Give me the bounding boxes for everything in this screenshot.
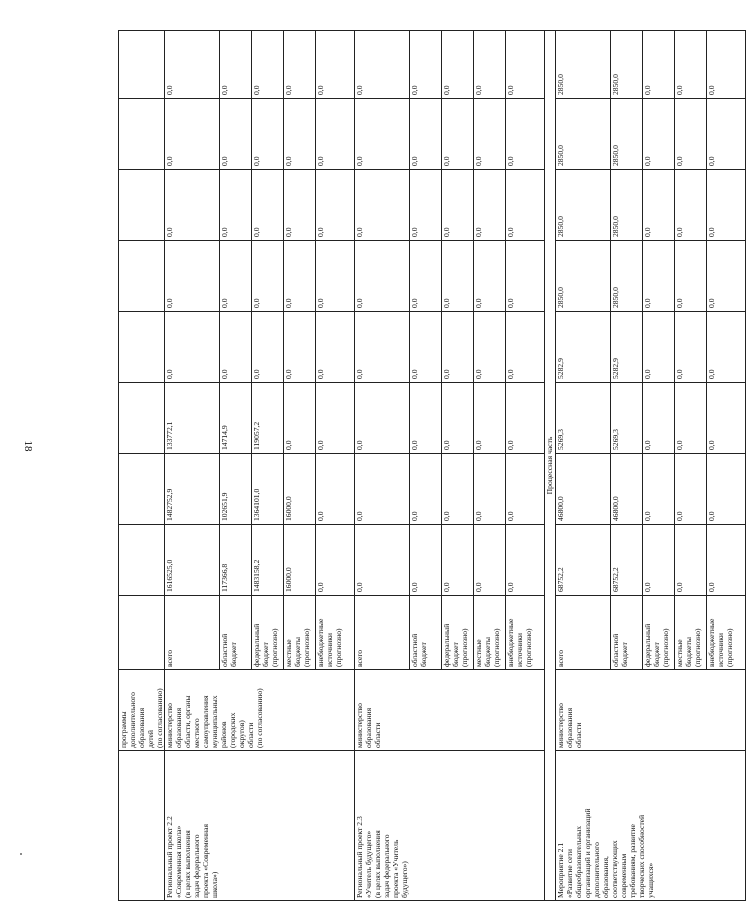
- empty-cell: [119, 312, 165, 383]
- amount-cell: 68752,2: [611, 525, 643, 596]
- amount-cell: 0,0: [316, 99, 355, 170]
- funding-source-cell: всего: [165, 596, 220, 670]
- empty-cell: [119, 170, 165, 241]
- amount-cell: 0,0: [284, 99, 316, 170]
- table-row: [556, 31, 611, 901]
- amount-cell: 0,0: [707, 31, 746, 99]
- amount-cell: 5269,3: [611, 383, 643, 454]
- amount-cell: 0,0: [643, 383, 675, 454]
- empty-cell: [119, 383, 165, 454]
- amount-cell: 0,0: [410, 31, 442, 99]
- amount-cell: 0,0: [707, 312, 746, 383]
- amount-cell: 0,0: [707, 99, 746, 170]
- section-separator-row: [545, 31, 556, 901]
- amount-cell: 0,0: [675, 454, 707, 525]
- amount-cell: 0,0: [442, 99, 474, 170]
- amount-cell: 0,0: [442, 454, 474, 525]
- amount-cell: 0,0: [707, 454, 746, 525]
- funding-source-cell: областной бюджет: [410, 596, 442, 670]
- amount-cell: 0,0: [410, 312, 442, 383]
- amount-cell: 0,0: [355, 312, 410, 383]
- amount-cell: 0,0: [252, 99, 284, 170]
- amount-cell: 0,0: [252, 170, 284, 241]
- amount-cell: 0,0: [316, 383, 355, 454]
- amount-cell: 0,0: [707, 170, 746, 241]
- executor-cell: министерство образования области: [355, 670, 545, 751]
- amount-cell: 0,0: [165, 99, 220, 170]
- amount-cell: 0,0: [355, 383, 410, 454]
- amount-cell: 0,0: [355, 31, 410, 99]
- funding-source-cell: внебюджетные источники (прогнозно): [316, 596, 355, 670]
- amount-cell: 0,0: [284, 31, 316, 99]
- amount-cell: 2850,0: [556, 241, 611, 312]
- amount-cell: 0,0: [220, 31, 252, 99]
- amount-cell: 0,0: [707, 525, 746, 596]
- amount-cell: 1364101,0: [252, 454, 284, 525]
- amount-cell: 0,0: [675, 312, 707, 383]
- funding-source-cell: федеральный бюджет (прогнозно): [643, 596, 675, 670]
- amount-cell: 0,0: [474, 312, 506, 383]
- amount-cell: 14714,9: [220, 383, 252, 454]
- amount-cell: 68752,2: [556, 525, 611, 596]
- executor-cell: министерство образования области, органы местного самоуправления муниципальных районов (городских округов) области (по согласованию): [165, 670, 355, 751]
- measure-name-cell: Региональный проект 2.2 «Современная школа» (в целях выполнения задач федерального проекта «Современная школа»): [165, 751, 355, 901]
- table-row: [355, 31, 410, 901]
- empty-cell: [119, 99, 165, 170]
- funding-source-cell: местные бюджеты (прогнозно): [284, 596, 316, 670]
- rotated-table-container: [118, 31, 734, 901]
- amount-cell: 0,0: [442, 241, 474, 312]
- funding-source-cell: федеральный бюджет (прогнозно): [252, 596, 284, 670]
- amount-cell: 2850,0: [556, 99, 611, 170]
- amount-cell: 2850,0: [611, 99, 643, 170]
- amount-cell: 1482752,9: [165, 454, 220, 525]
- amount-cell: 0,0: [252, 31, 284, 99]
- amount-cell: 0,0: [316, 170, 355, 241]
- measure-name-cell: Региональный проект 2.3 «Учитель будущего» (в целях выполнения задач федерального проекта «Учитель будущего»): [355, 751, 545, 901]
- amount-cell: 0,0: [707, 383, 746, 454]
- amount-cell: 0,0: [643, 31, 675, 99]
- amount-cell: 0,0: [410, 170, 442, 241]
- amount-cell: 0,0: [643, 525, 675, 596]
- amount-cell: 0,0: [355, 170, 410, 241]
- amount-cell: 0,0: [643, 454, 675, 525]
- funding-source-cell: областной бюджет: [220, 596, 252, 670]
- amount-cell: 0,0: [675, 31, 707, 99]
- section-separator: Процессная часть: [545, 31, 556, 901]
- amount-cell: 2850,0: [556, 31, 611, 99]
- funding-source-cell: федеральный бюджет (прогнозно): [442, 596, 474, 670]
- empty-cell: [119, 31, 165, 99]
- amount-cell: 0,0: [355, 454, 410, 525]
- amount-cell: 0,0: [506, 454, 545, 525]
- amount-cell: 0,0: [506, 383, 545, 454]
- amount-cell: 0,0: [707, 241, 746, 312]
- funding-source-cell: всего: [556, 596, 611, 670]
- empty-cell: [119, 454, 165, 525]
- amount-cell: 0,0: [220, 241, 252, 312]
- table-row: [119, 31, 165, 901]
- amount-cell: 0,0: [474, 454, 506, 525]
- amount-cell: 5269,3: [556, 383, 611, 454]
- name-cell: [119, 751, 165, 901]
- amount-cell: 0,0: [316, 525, 355, 596]
- amount-cell: 5282,9: [556, 312, 611, 383]
- funding-source-cell: внебюджетные источники (прогнозно): [707, 596, 746, 670]
- funding-source-cell: всего: [355, 596, 410, 670]
- amount-cell: 0,0: [506, 312, 545, 383]
- amount-cell: 117366,8: [220, 525, 252, 596]
- amount-cell: 0,0: [165, 312, 220, 383]
- amount-cell: 1616525,0: [165, 525, 220, 596]
- amount-cell: 0,0: [442, 31, 474, 99]
- table-body: [119, 31, 746, 901]
- amount-cell: 0,0: [316, 241, 355, 312]
- amount-cell: 0,0: [643, 312, 675, 383]
- amount-cell: 0,0: [316, 312, 355, 383]
- amount-cell: 0,0: [442, 170, 474, 241]
- amount-cell: 0,0: [220, 99, 252, 170]
- amount-cell: 0,0: [410, 99, 442, 170]
- amount-cell: 0,0: [442, 525, 474, 596]
- funding-source-cell: областной бюджет: [611, 596, 643, 670]
- amount-cell: 0,0: [675, 170, 707, 241]
- amount-cell: 0,0: [252, 241, 284, 312]
- amount-cell: 0,0: [474, 99, 506, 170]
- amount-cell: 0,0: [316, 454, 355, 525]
- executor-cell: министерство образования области: [556, 670, 746, 751]
- amount-cell: 0,0: [284, 170, 316, 241]
- amount-cell: 0,0: [442, 383, 474, 454]
- amount-cell: 2850,0: [556, 170, 611, 241]
- amount-cell: 0,0: [284, 241, 316, 312]
- funding-source-cell: местные бюджеты (прогнозно): [474, 596, 506, 670]
- amount-cell: 0,0: [442, 312, 474, 383]
- measure-name-cell: Мероприятие 2.1 «Развитие сети общеобразовательных организаций и организаций дополнительного образования, соответствующих современным требованиям, развитие творческих способностей учащихся»: [556, 751, 746, 901]
- empty-cell: [119, 596, 165, 670]
- funding-source-cell: местные бюджеты (прогнозно): [675, 596, 707, 670]
- amount-cell: 119057,2: [252, 383, 284, 454]
- amount-cell: 0,0: [675, 99, 707, 170]
- amount-cell: 0,0: [355, 99, 410, 170]
- amount-cell: 1483158,2: [252, 525, 284, 596]
- amount-cell: 102651,9: [220, 454, 252, 525]
- amount-cell: 0,0: [643, 99, 675, 170]
- amount-cell: 0,0: [474, 525, 506, 596]
- amount-cell: 2850,0: [611, 241, 643, 312]
- amount-cell: 0,0: [675, 525, 707, 596]
- budget-table: [118, 30, 746, 901]
- amount-cell: 5282,9: [611, 312, 643, 383]
- executor-cell: программы дополнительного образования детей (по согласованию): [119, 670, 165, 751]
- amount-cell: 2850,0: [611, 31, 643, 99]
- amount-cell: 0,0: [410, 383, 442, 454]
- amount-cell: 0,0: [316, 31, 355, 99]
- amount-cell: 0,0: [410, 454, 442, 525]
- amount-cell: 133772,1: [165, 383, 220, 454]
- amount-cell: 0,0: [474, 241, 506, 312]
- amount-cell: 46800,0: [556, 454, 611, 525]
- amount-cell: 0,0: [474, 383, 506, 454]
- amount-cell: 0,0: [220, 170, 252, 241]
- table-row: [165, 31, 220, 901]
- page-number: 18: [22, 440, 34, 452]
- amount-cell: 0,0: [284, 383, 316, 454]
- amount-cell: 0,0: [506, 525, 545, 596]
- amount-cell: 0,0: [506, 31, 545, 99]
- amount-cell: 0,0: [474, 170, 506, 241]
- amount-cell: 0,0: [675, 241, 707, 312]
- amount-cell: 0,0: [165, 31, 220, 99]
- amount-cell: 0,0: [252, 312, 284, 383]
- amount-cell: 0,0: [506, 99, 545, 170]
- amount-cell: 0,0: [410, 241, 442, 312]
- amount-cell: 16000,0: [284, 525, 316, 596]
- amount-cell: 0,0: [410, 525, 442, 596]
- amount-cell: 16000,0: [284, 454, 316, 525]
- amount-cell: 0,0: [506, 241, 545, 312]
- amount-cell: 0,0: [643, 241, 675, 312]
- amount-cell: 2850,0: [611, 170, 643, 241]
- scan-speck: [20, 853, 22, 855]
- amount-cell: 0,0: [675, 383, 707, 454]
- amount-cell: 0,0: [355, 525, 410, 596]
- amount-cell: 0,0: [284, 312, 316, 383]
- amount-cell: 0,0: [165, 241, 220, 312]
- empty-cell: [119, 525, 165, 596]
- amount-cell: 0,0: [220, 312, 252, 383]
- amount-cell: 0,0: [355, 241, 410, 312]
- amount-cell: 46800,0: [611, 454, 643, 525]
- empty-cell: [119, 241, 165, 312]
- amount-cell: 0,0: [506, 170, 545, 241]
- amount-cell: 0,0: [474, 31, 506, 99]
- amount-cell: 0,0: [165, 170, 220, 241]
- funding-source-cell: внебюджетные источники (прогнозно): [506, 596, 545, 670]
- amount-cell: 0,0: [643, 170, 675, 241]
